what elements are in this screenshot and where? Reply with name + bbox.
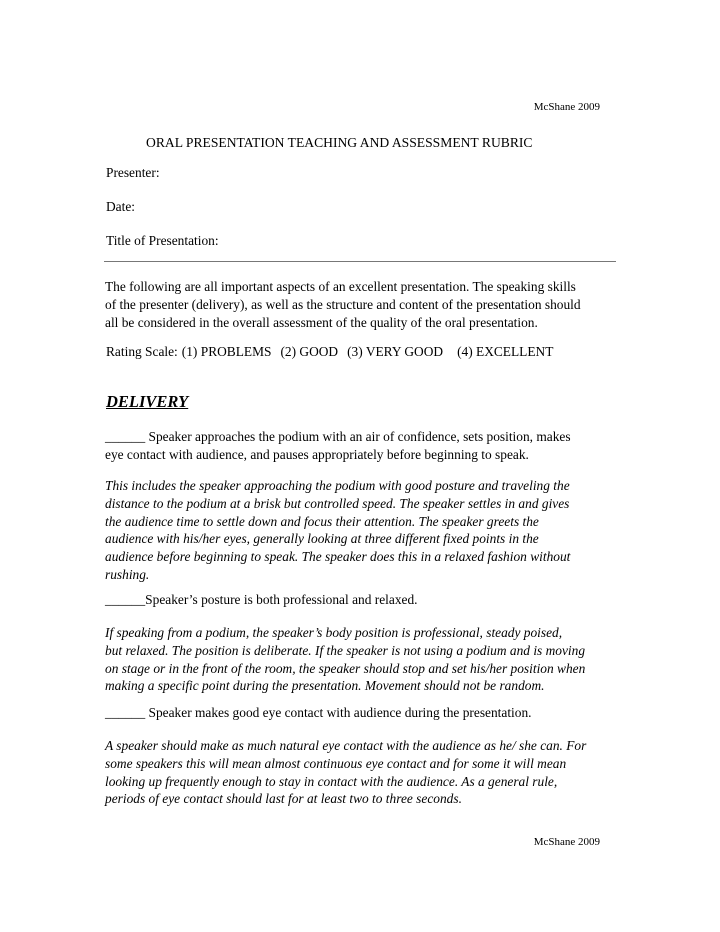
intro-line: all be considered in the overall assessment of the quality of the oral presentation. — [105, 314, 538, 330]
presentation-title-field-label: Title of Presentation: — [106, 233, 219, 248]
criterion-3 — [105, 704, 620, 722]
explanation-line: some speakers this will mean almost continuous eye contact and for some it will mean — [105, 755, 567, 771]
explanation-line: A speaker should make as much natural eye contact with the audience as he/ she can. For — [105, 738, 587, 753]
criterion-line: eye contact with audience, and pauses appropriately before beginning to speak. — [105, 446, 529, 462]
explanation-2 — [105, 624, 620, 695]
section-heading-delivery: DELIVERY — [106, 392, 189, 411]
intro-line: of the presenter (delivery), as well as the structure and content of the presentation should — [105, 296, 581, 312]
explanation-line: but relaxed. The position is deliberate. If the speaker is not using a podium and is moving — [105, 642, 586, 658]
rating-level-2: (2) GOOD — [280, 344, 339, 359]
intro-line: The following are all important aspects of an excellent presentation. The speaking skills — [105, 279, 576, 294]
criterion-2 — [105, 591, 620, 609]
presenter-field-label: Presenter: — [106, 165, 160, 180]
document-title: ORAL PRESENTATION TEACHING AND ASSESSMENT RUBRIC — [146, 135, 533, 150]
explanation-line: distance to the podium at a brisk but controlled speed. The speaker settles in and gives — [105, 495, 570, 511]
explanation-line: rushing. — [105, 566, 150, 582]
rating-level-1: (1) PROBLEMS — [181, 344, 272, 359]
horizontal-divider — [104, 261, 616, 262]
criterion-line: ______ Speaker approaches the podium with an air of confidence, sets position, makes — [105, 429, 571, 444]
criterion-1 — [105, 428, 620, 464]
explanation-1 — [105, 477, 620, 584]
rating-level-3: (3) VERY GOOD — [347, 344, 444, 359]
criterion-line: ______Speaker’s posture is both professional and relaxed. — [105, 592, 418, 607]
explanation-line: looking up frequently enough to stay in contact with the audience. As a general rule, — [105, 773, 558, 789]
explanation-3 — [105, 737, 620, 808]
explanation-line: periods of eye contact should last for at least two to three seconds. — [105, 791, 462, 807]
explanation-line: the audience time to settle down and focus their attention. The speaker greets the — [105, 513, 539, 529]
explanation-line: making a specific point during the presentation. Movement should not be random. — [105, 678, 545, 694]
rating-level-4: (4) EXCELLENT — [457, 344, 554, 359]
intro-paragraph — [105, 278, 620, 331]
rating-scale-label: Rating Scale: — [106, 344, 178, 359]
page-footer: McShane 2009 — [533, 836, 600, 848]
explanation-line: audience with his/her eyes, generally looking at three different fixed points in the — [105, 531, 539, 547]
page-header: McShane 2009 — [533, 101, 600, 113]
criterion-line: ______ Speaker makes good eye contact with audience during the presentation. — [105, 705, 532, 720]
explanation-line: This includes the speaker approaching the podium with good posture and traveling the — [105, 478, 570, 493]
rating-scale — [106, 344, 562, 360]
explanation-line: on stage or in the front of the room, the speaker should stop and set his/her position when — [105, 660, 586, 676]
explanation-line: If speaking from a podium, the speaker’s body position is professional, steady poised, — [105, 625, 563, 640]
explanation-line: audience before beginning to speak. The speaker does this in a relaxed fashion without — [105, 549, 571, 565]
date-field-label: Date: — [106, 199, 135, 214]
